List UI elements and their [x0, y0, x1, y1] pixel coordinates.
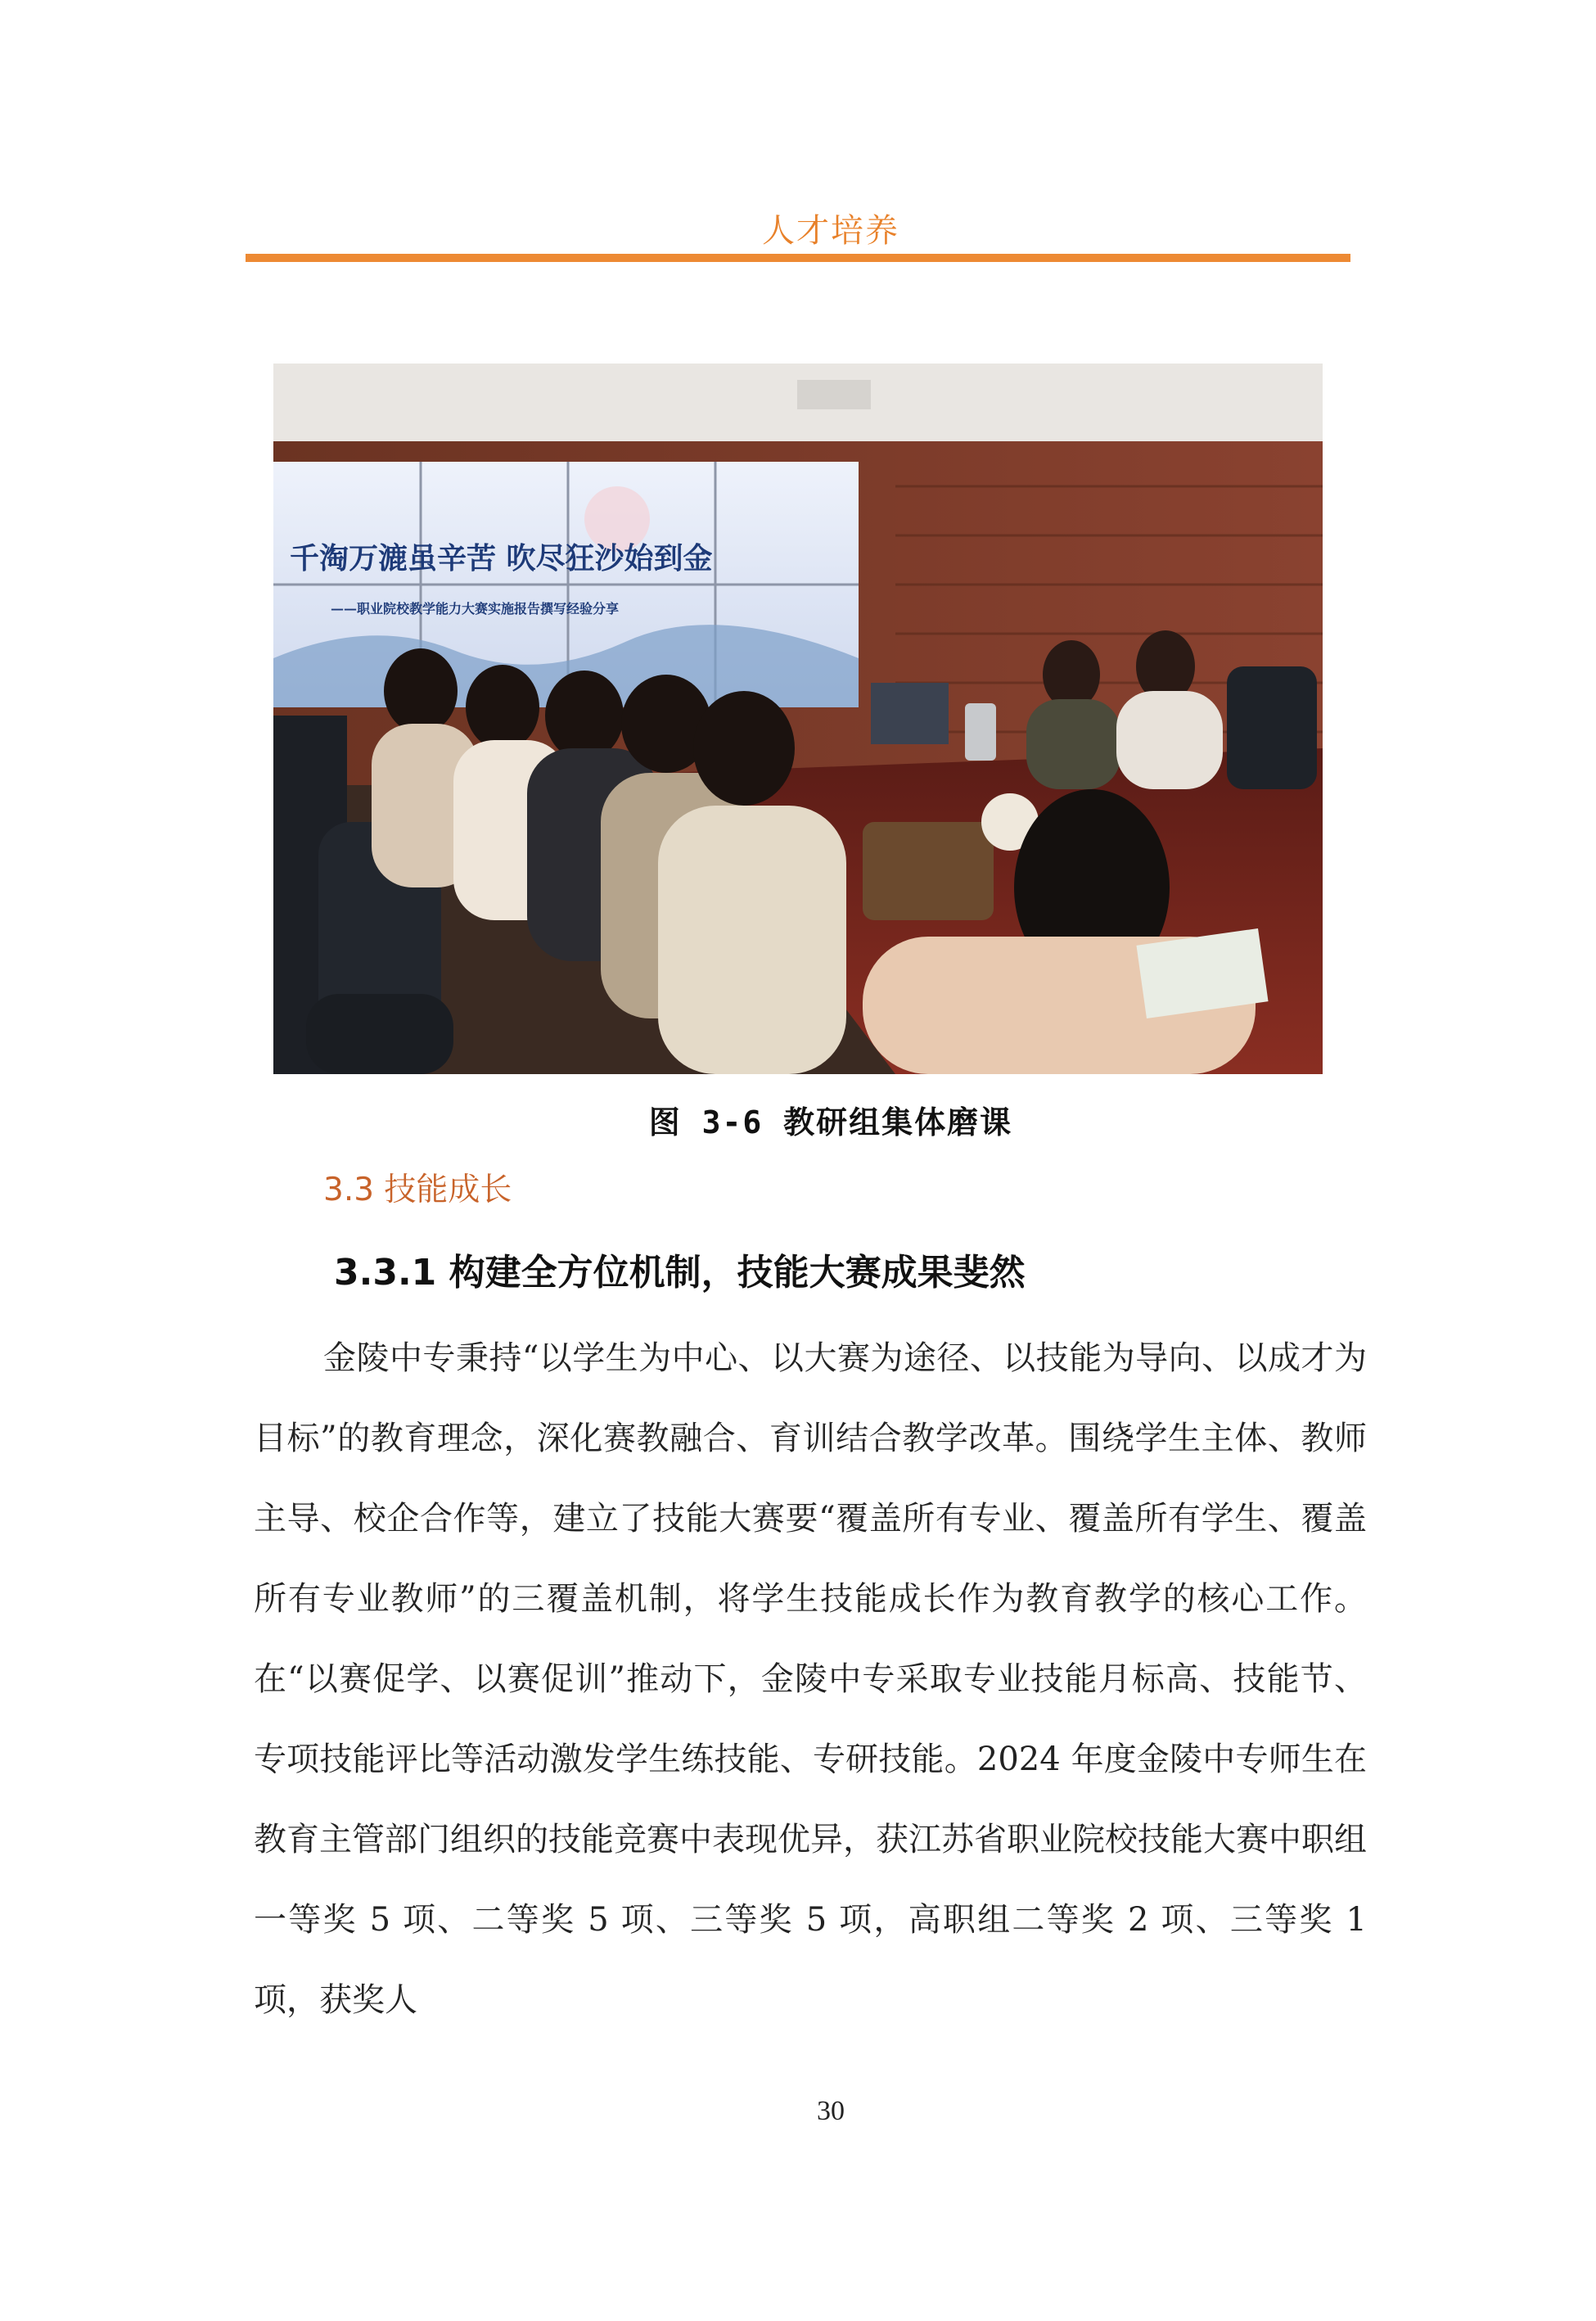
meeting-photo — [273, 364, 1323, 1074]
figure-caption: 图 3-6 教研组集体磨课 — [648, 1104, 1013, 1140]
screen-title-text: 千淘万漉虽辛苦 吹尽狂沙始到金 — [290, 541, 713, 576]
screen-subtitle-text: ——职业院校教学能力大赛实施报告撰写经验分享 — [331, 601, 620, 616]
header-rule — [246, 254, 1350, 262]
subsection-heading: 3.3.1 构建全方位机制，技能大赛成果斐然 — [334, 1252, 1026, 1294]
page-number: 30 — [817, 2096, 845, 2126]
body-paragraph: 金陵中专秉持“以学生为中心、以大赛为途径、以技能为导向、以成才为目标”的教育理念，深化赛教融合、育训结合教学改革。围绕学生主体、教师主导、校企合作等，建立了技能大赛要“覆盖所有专业、覆盖所有学生、覆盖所有专业教师”的三覆盖机制，将学生技能成长作为教育教学的核心工作。在“以赛促学、以赛促训”推动下，金陵中专采取专业技能月标高、技能节、专项技能评比等活动激发学生练技能、专研技能。2024 年度金陵中专师生在教育主管部门组织的技能竞赛中表现优异，获江苏省职业院校技能大赛中职组一等奖 5 项、二等奖 5 项、三等奖 5 项，高职组二等奖 2 项、三等奖 1 项，获奖人 — [254, 1339, 1367, 2019]
section-heading: 3.3 技能成长 — [323, 1172, 512, 1208]
running-header: 人才培养 — [762, 212, 899, 250]
